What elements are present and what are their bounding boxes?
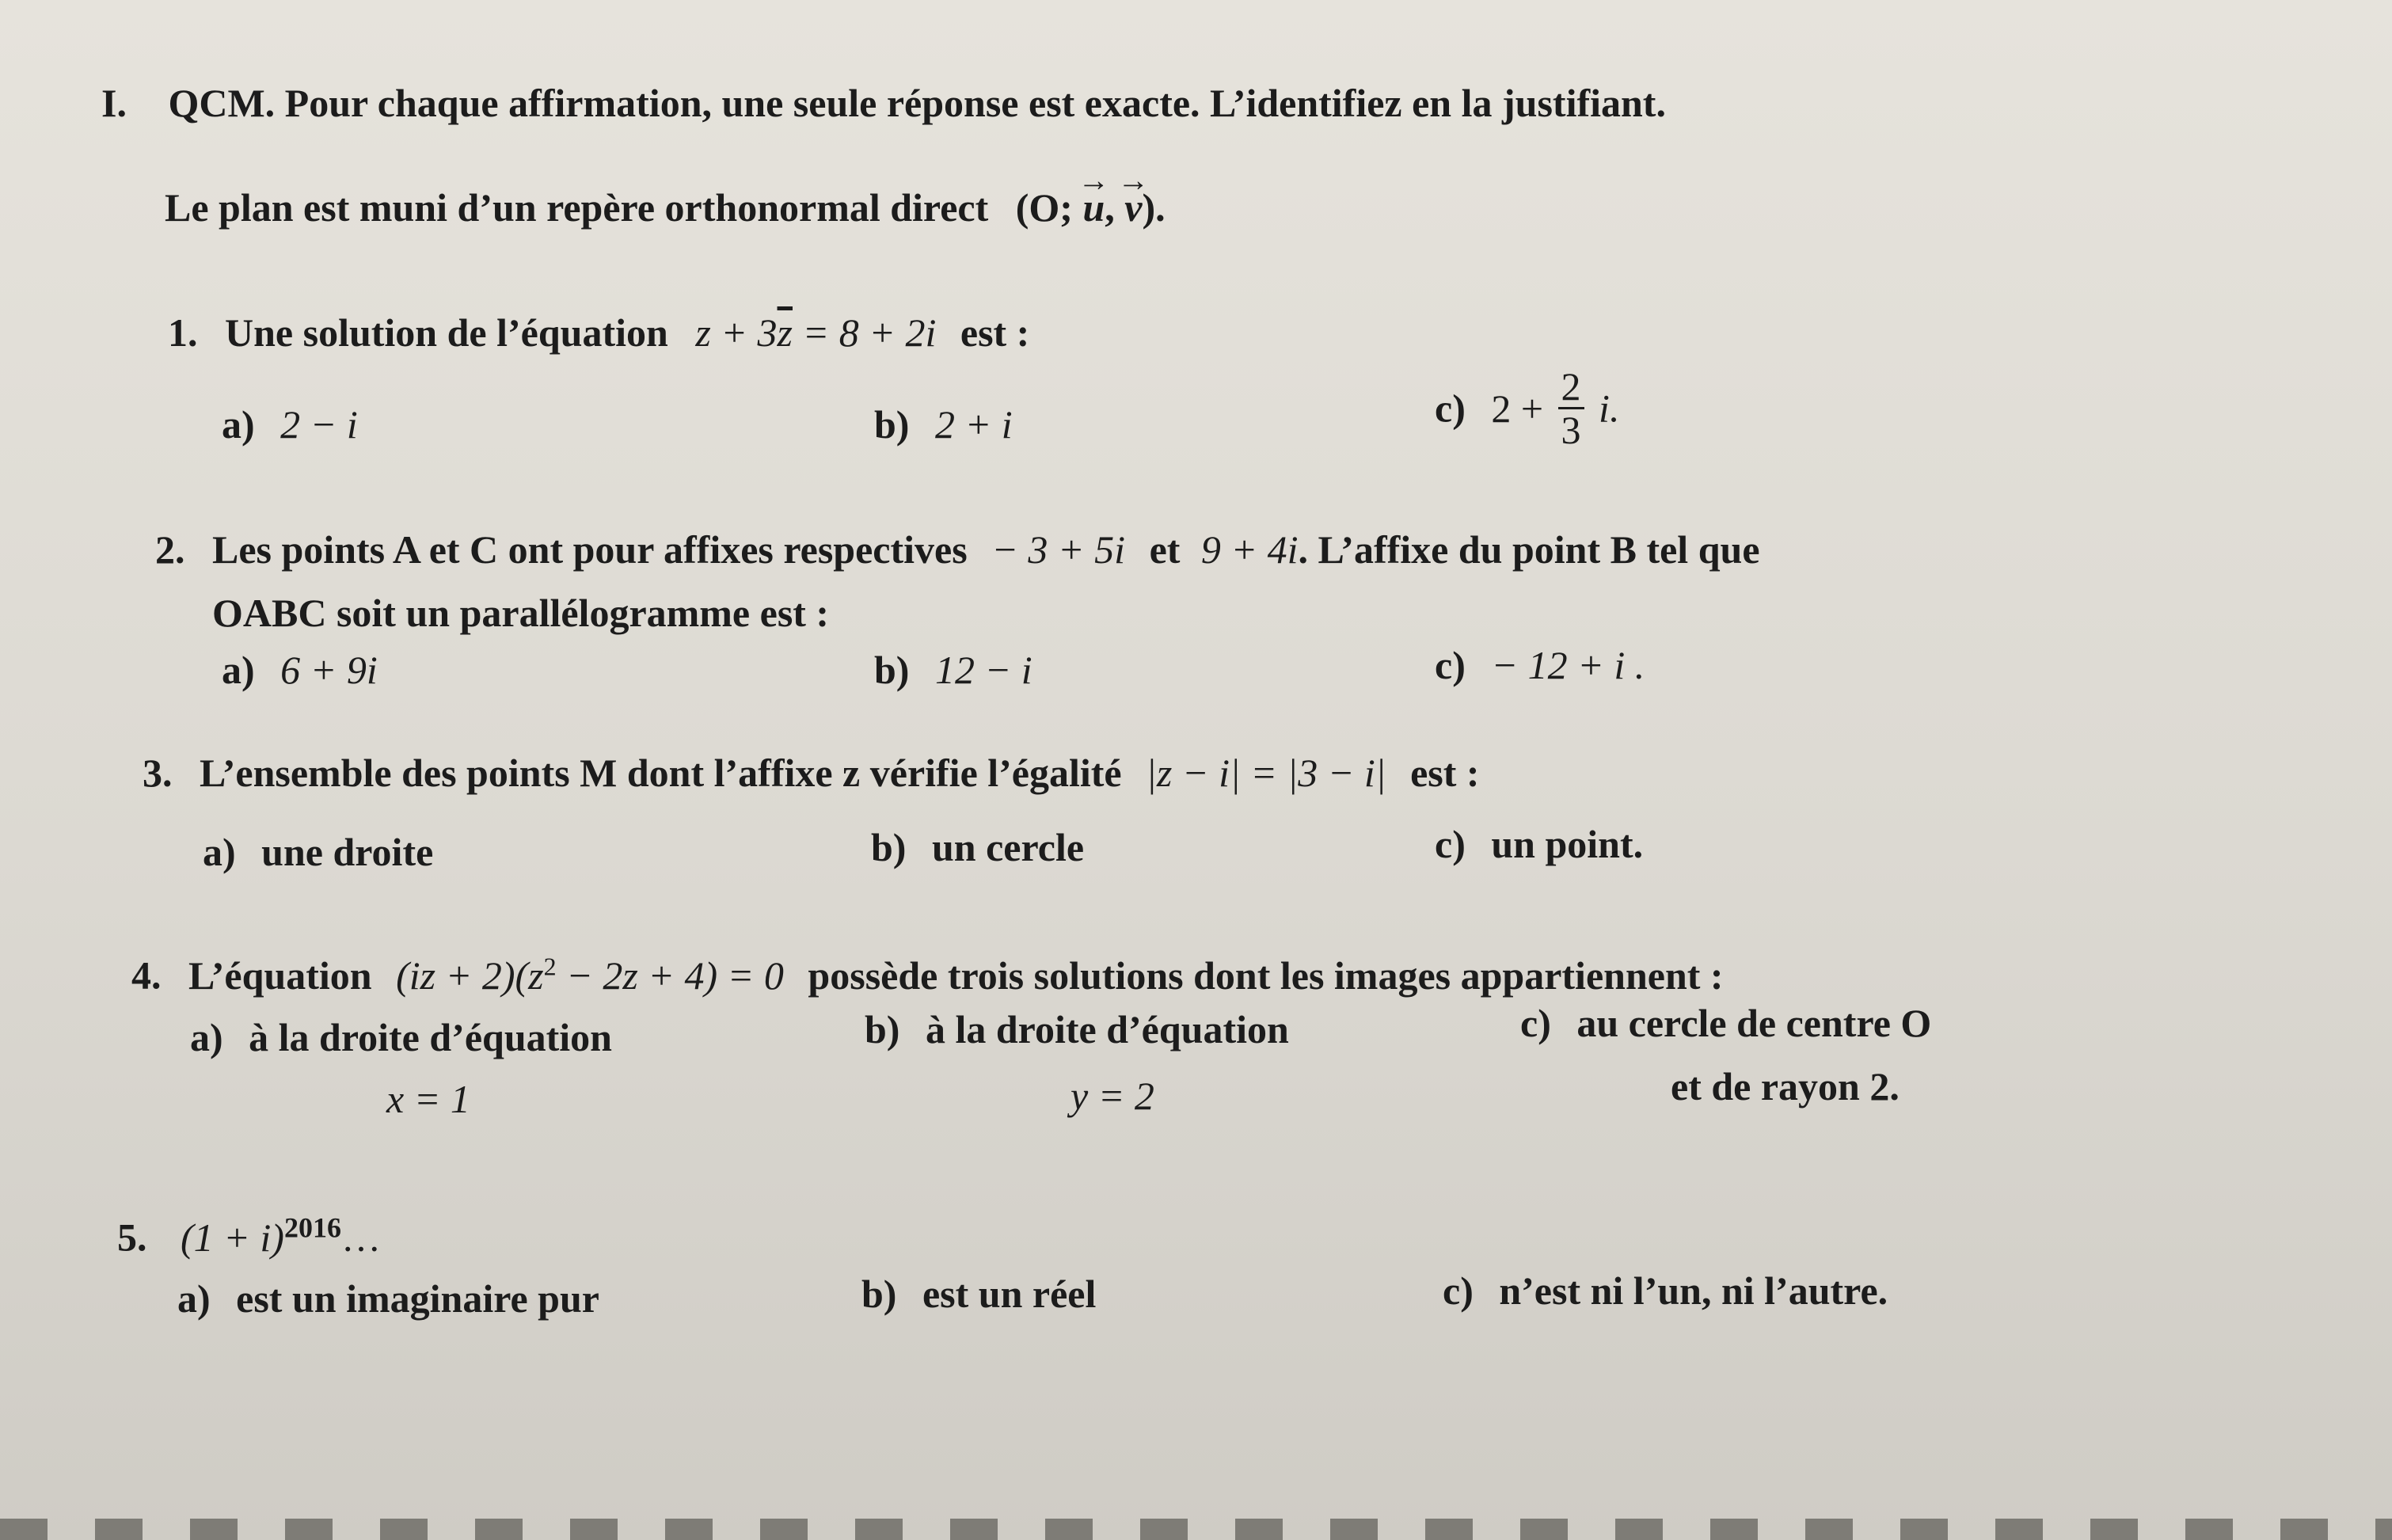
exercise-heading bbox=[101, 79, 1666, 127]
fraction-numerator: 2 bbox=[1558, 366, 1584, 409]
option-c bbox=[1435, 366, 1619, 451]
option-a bbox=[177, 1275, 599, 1322]
question-2-line-2: OABC soit un parallélogramme est : bbox=[212, 591, 830, 635]
equation bbox=[695, 310, 936, 355]
question-1 bbox=[168, 309, 1029, 356]
vector-v: → v bbox=[1124, 184, 1142, 231]
option-value: n’est ni l’un, ni l’autre. bbox=[1499, 1268, 1888, 1313]
option-a bbox=[222, 646, 378, 694]
question-text-after: possède trois solutions dont les images appartiennent : bbox=[808, 953, 1724, 998]
option-c bbox=[1435, 641, 1645, 689]
ellipsis: … bbox=[340, 1215, 381, 1260]
option-c-line-2: et de rayon 2. bbox=[1671, 1064, 1900, 1108]
exercise-number: I. bbox=[101, 81, 127, 125]
exercise-title: QCM. bbox=[168, 81, 276, 125]
option-value: est un réel bbox=[922, 1272, 1097, 1316]
option-letter: a) bbox=[177, 1276, 211, 1321]
option-b bbox=[865, 1006, 1289, 1053]
question-number: 1. bbox=[168, 310, 198, 355]
affix-c: 9 + 4i bbox=[1200, 527, 1299, 572]
option-b-equation bbox=[1071, 1072, 1154, 1120]
fraction-denominator: 3 bbox=[1561, 408, 1581, 452]
vector-u: → u bbox=[1082, 184, 1105, 231]
option-letter: c) bbox=[1520, 1001, 1551, 1045]
question-number: 2. bbox=[155, 527, 185, 572]
question-text: Les points A et C ont pour affixes respectives bbox=[212, 527, 968, 572]
question-2-line-1 bbox=[155, 526, 1760, 573]
option-value: un cercle bbox=[931, 825, 1085, 869]
equation-part: (iz + 2)(z bbox=[396, 953, 544, 998]
expression-exponent: 2016 bbox=[283, 1211, 341, 1243]
equation-part: − 2z + 4) = 0 bbox=[556, 953, 784, 998]
option-line-1: à la droite d’équation bbox=[925, 1007, 1289, 1051]
affix-a: − 3 + 5i bbox=[991, 527, 1126, 572]
option-letter: b) bbox=[865, 1007, 900, 1051]
fraction bbox=[1558, 366, 1584, 451]
question-number: 3. bbox=[143, 751, 173, 795]
option-letter: a) bbox=[190, 1015, 223, 1059]
option-letter: a) bbox=[203, 830, 236, 874]
question-text: L’ensemble des points M dont l’affixe z vérifie l’égalité bbox=[200, 751, 1122, 795]
question-text: . L’affixe du point B tel que bbox=[1298, 527, 1760, 572]
option-a bbox=[222, 401, 358, 448]
equation-part: z + 3 bbox=[695, 310, 778, 355]
cut-off-text-line bbox=[0, 1519, 2392, 1540]
question-3 bbox=[143, 749, 1480, 797]
option-line-2: x = 1 bbox=[386, 1077, 470, 1121]
expression-base: (1 + i) bbox=[181, 1215, 284, 1260]
option-value: 6 + 9i bbox=[280, 648, 378, 692]
equation bbox=[396, 953, 784, 998]
option-b bbox=[871, 823, 1084, 871]
option-line-1: à la droite d’équation bbox=[249, 1015, 612, 1059]
option-c bbox=[1520, 999, 1931, 1047]
question-text: L’équation bbox=[188, 953, 372, 998]
expression bbox=[181, 1211, 381, 1260]
option-letter: c) bbox=[1435, 822, 1466, 866]
option-c bbox=[1443, 1267, 1888, 1314]
intro-line bbox=[165, 184, 1166, 231]
option-value: un point. bbox=[1491, 822, 1644, 866]
question-5 bbox=[117, 1203, 381, 1261]
exercise-instruction: Pour chaque affirmation, une seule réponse est exacte. L’identifiez en la justifiant. bbox=[284, 81, 1666, 125]
option-value-post: i. bbox=[1599, 386, 1620, 431]
option-value: 2 + i bbox=[934, 402, 1013, 447]
option-a bbox=[190, 1013, 612, 1061]
option-value: 12 − i bbox=[934, 648, 1032, 692]
question-text-after: est : bbox=[960, 310, 1030, 355]
conjunction: et bbox=[1149, 527, 1181, 572]
option-value: − 12 + i . bbox=[1491, 643, 1645, 687]
option-letter: a) bbox=[222, 402, 255, 447]
question-4 bbox=[131, 942, 1724, 999]
option-letter: c) bbox=[1435, 386, 1466, 431]
question-text: Une solution de l’équation bbox=[225, 310, 668, 355]
option-letter: c) bbox=[1435, 643, 1466, 687]
question-number: 5. bbox=[117, 1215, 147, 1260]
intro-text: Le plan est muni d’un repère orthonormal direct bbox=[165, 185, 989, 230]
option-letter: b) bbox=[874, 402, 910, 447]
question-number: 4. bbox=[131, 953, 162, 998]
option-line-2: y = 2 bbox=[1071, 1074, 1154, 1118]
option-value: est un imaginaire pur bbox=[236, 1276, 599, 1321]
option-letter: c) bbox=[1443, 1268, 1474, 1313]
option-letter: b) bbox=[871, 825, 907, 869]
option-b bbox=[874, 646, 1032, 694]
option-value: une droite bbox=[261, 830, 434, 874]
option-letter: b) bbox=[874, 648, 910, 692]
frame-open: (O; bbox=[1015, 185, 1083, 230]
equation-exponent: 2 bbox=[543, 952, 557, 980]
equation: |z − i| = |3 − i| bbox=[1146, 751, 1386, 795]
option-value: 2 − i bbox=[280, 402, 358, 447]
option-line-1: au cercle de centre O bbox=[1576, 1001, 1932, 1045]
question-text-after: est : bbox=[1410, 751, 1480, 795]
option-a bbox=[203, 828, 433, 876]
frame-notation bbox=[1016, 185, 1166, 230]
option-b bbox=[874, 401, 1013, 448]
option-letter: b) bbox=[861, 1272, 897, 1316]
option-value-pre: 2 + bbox=[1491, 386, 1544, 431]
conjugate-z: $\overline{z}$ bbox=[777, 310, 793, 355]
option-letter: a) bbox=[222, 648, 255, 692]
option-b bbox=[861, 1270, 1096, 1318]
frame-close: ). bbox=[1142, 185, 1166, 230]
equation-part: = 8 + 2i bbox=[793, 310, 937, 355]
option-c bbox=[1435, 820, 1643, 868]
option-a-equation bbox=[386, 1075, 470, 1123]
frame-comma: , bbox=[1105, 185, 1125, 230]
